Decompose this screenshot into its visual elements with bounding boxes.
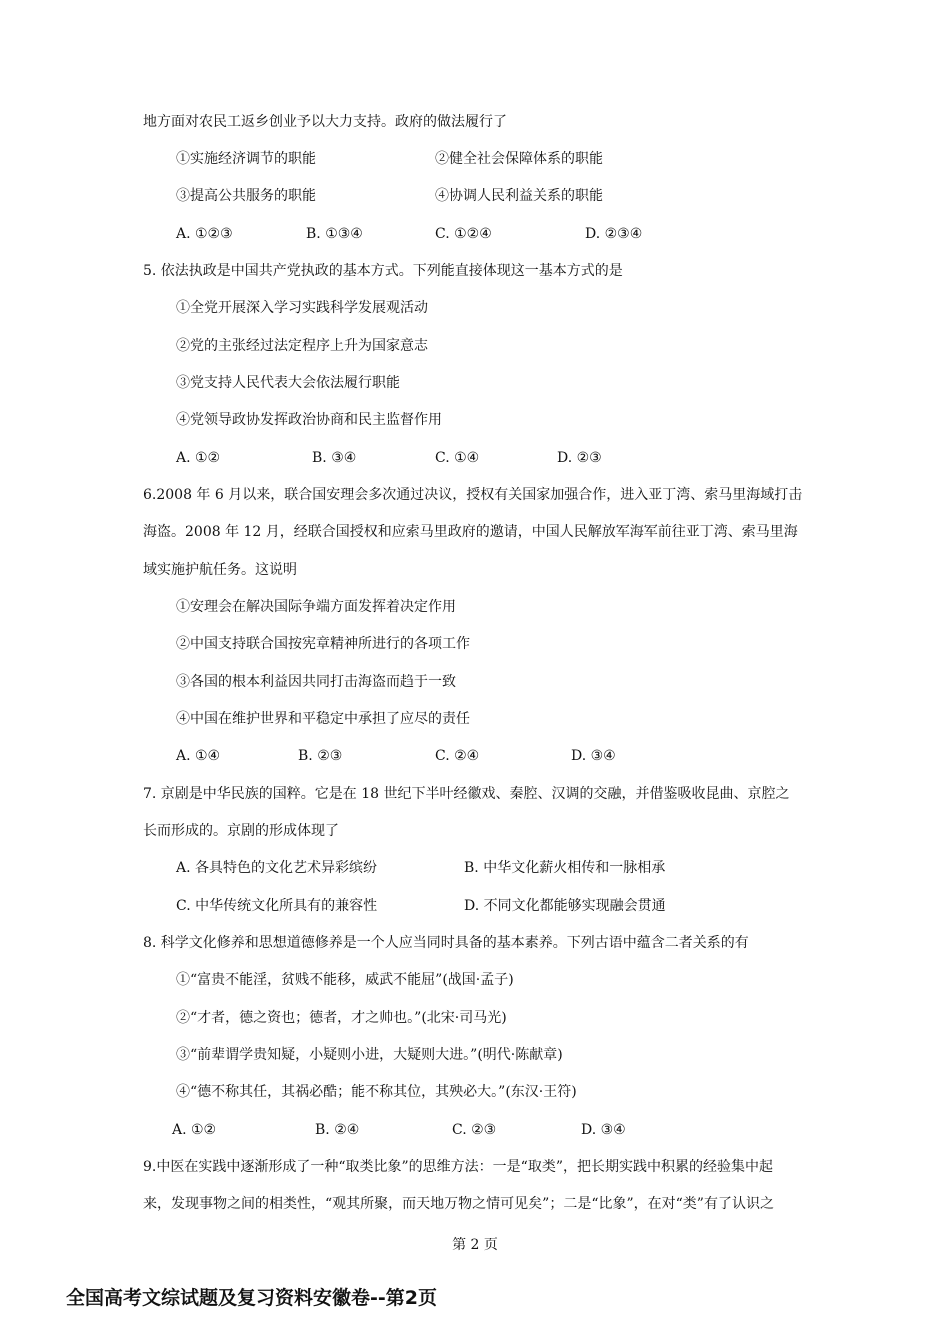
page-number: 第 2 页 <box>452 1237 498 1253</box>
q8-statement-3: ③“前辈谓学贵知疑，小疑则小进，大疑则大进。”(明代·陈献章) <box>176 1047 563 1063</box>
q4-statement-4: ④协调人民利益关系的职能 <box>435 188 603 204</box>
q4-option-a: A. ①②③ <box>176 226 233 242</box>
q6-option-c: C. ②④ <box>435 748 480 764</box>
q8-option-a: A. ①② <box>172 1122 217 1138</box>
q4-option-d: D. ②③④ <box>585 226 643 242</box>
q6-stem-line-1: 6.2008 年 6 月以来，联合国安理会多次通过决议，授权有关国家加强合作，进入亚丁湾、索马里海域打击 <box>143 487 803 503</box>
q6-option-a: A. ①④ <box>176 748 221 764</box>
q5-stem: 5. 依法执政是中国共产党执政的基本方式。下列能直接体现这一基本方式的是 <box>143 263 623 279</box>
q8-option-d: D. ③④ <box>581 1122 626 1138</box>
q5-option-c: C. ①④ <box>435 450 480 466</box>
q8-option-b: B. ②④ <box>315 1122 360 1138</box>
q9-stem-line-1: 9.中医在实践中逐渐形成了一种“取类比象”的思维方法：一是“取类”，把长期实践中积累的经验集中起 <box>143 1159 773 1175</box>
q5-statement-3: ③党支持人民代表大会依法履行职能 <box>176 375 400 391</box>
q4-option-c: C. ①②④ <box>435 226 492 242</box>
q6-stem-line-2: 海盗。2008 年 12 月，经联合国授权和应索马里政府的邀请，中国人民解放军海军前往亚丁湾、索马里海 <box>143 524 798 540</box>
q6-statement-2: ②中国支持联合国按宪章精神所进行的各项工作 <box>176 636 470 652</box>
q5-statement-1: ①全党开展深入学习实践科学发展观活动 <box>176 300 428 316</box>
q8-statement-1: ①“富贵不能淫，贫贱不能移，威武不能屈”(战国·孟子) <box>176 972 514 988</box>
q9-stem-line-2: 来，发现事物之间的相类性，“观其所聚，而天地万物之情可见矣”；二是“比象”，在对“类”有了认识之 <box>143 1196 774 1212</box>
q5-statement-2: ②党的主张经过法定程序上升为国家意志 <box>176 338 428 354</box>
q7-option-a: A. 各具特色的文化艺术异彩缤纷 <box>176 860 378 876</box>
q6-stem-line-3: 域实施护航任务。这说明 <box>143 562 297 578</box>
q4-statement-3: ③提高公共服务的职能 <box>176 188 316 204</box>
q7-stem-line-1: 7. 京剧是中华民族的国粹。它是在 18 世纪下半叶经徽戏、秦腔、汉调的交融，并借鉴吸收昆曲、京腔之 <box>143 786 790 802</box>
q6-statement-3: ③各国的根本利益因共同打击海盗而趋于一致 <box>176 674 456 690</box>
q7-stem-line-2: 长而形成的。京剧的形成体现了 <box>143 823 339 839</box>
q8-statement-2: ②“才者，德之资也；德者，才之帅也。”(北宋·司马光) <box>176 1010 507 1026</box>
q7-option-b: B. 中华文化薪火相传和一脉相承 <box>464 860 666 876</box>
q8-stem: 8. 科学文化修养和思想道德修养是一个人应当同时具备的基本素养。下列古语中蕴含二者关系的有 <box>143 935 749 951</box>
q8-option-c: C. ②③ <box>452 1122 497 1138</box>
q6-statement-4: ④中国在维护世界和平稳定中承担了应尽的责任 <box>176 711 470 727</box>
q7-option-c: C. 中华传统文化所具有的兼容性 <box>176 898 378 914</box>
q5-statement-4: ④党领导政协发挥政治协商和民主监督作用 <box>176 412 442 428</box>
q5-option-d: D. ②③ <box>557 450 602 466</box>
intro-line: 地方面对农民工返乡创业予以大力支持。政府的做法履行了 <box>143 114 507 130</box>
q6-option-d: D. ③④ <box>571 748 616 764</box>
q4-option-b: B. ①③④ <box>306 226 363 242</box>
q5-option-b: B. ③④ <box>312 450 357 466</box>
q4-statement-2: ②健全社会保障体系的职能 <box>435 151 603 167</box>
q5-option-a: A. ①② <box>176 450 221 466</box>
footer-title: 全国高考文综试题及复习资料安徽卷--第2页 <box>66 1287 437 1309</box>
q6-option-b: B. ②③ <box>298 748 343 764</box>
q8-statement-4: ④“德不称其任，其祸必酷；能不称其位，其殃必大。”(东汉·王符) <box>176 1084 577 1100</box>
q7-option-d: D. 不同文化都能够实现融会贯通 <box>464 898 666 914</box>
q4-statement-1: ①实施经济调节的职能 <box>176 151 316 167</box>
q6-statement-1: ①安理会在解决国际争端方面发挥着决定作用 <box>176 599 456 615</box>
